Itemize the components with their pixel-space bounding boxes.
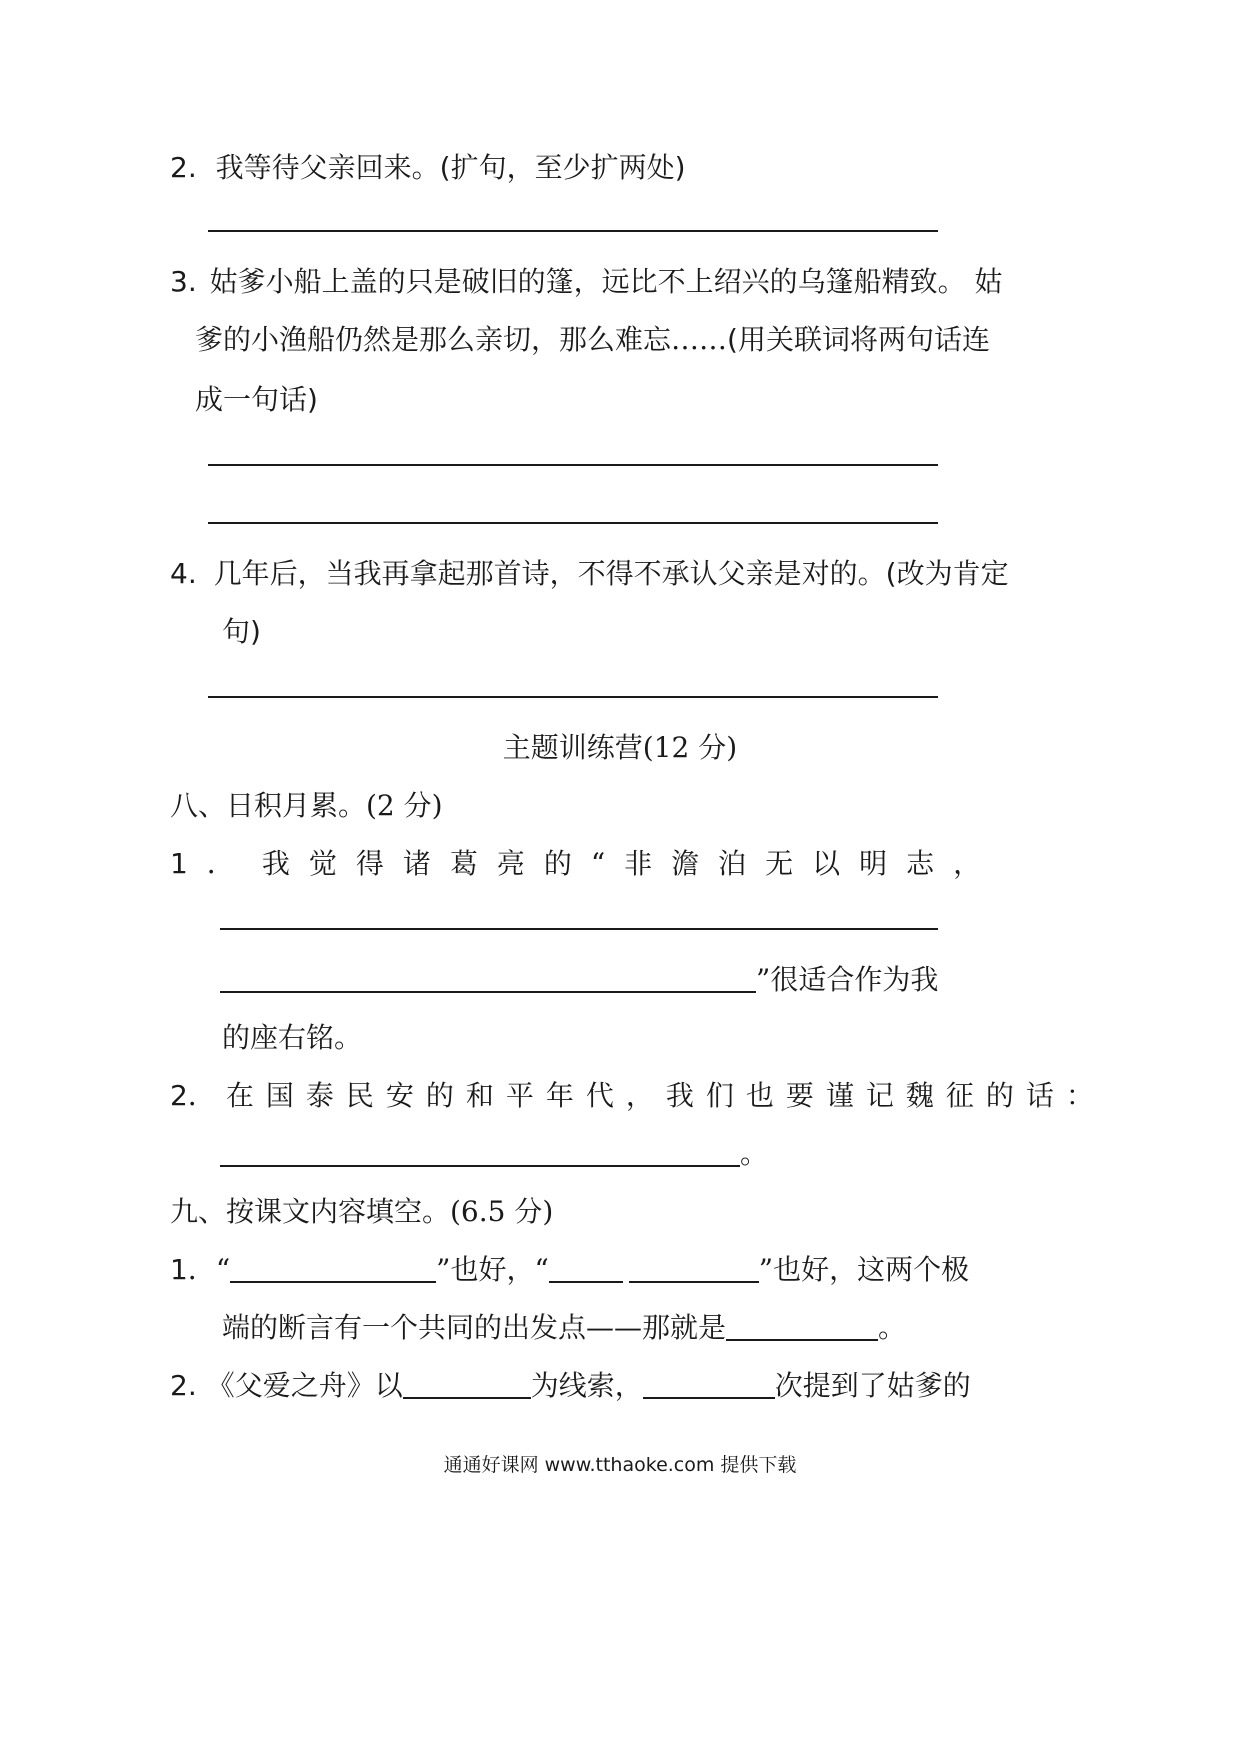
q8-item1-blank-2[interactable] xyxy=(220,961,756,993)
q7-item3-line1 xyxy=(170,262,1003,302)
q8-item1-text-end: ”很适合作为我 xyxy=(756,963,939,996)
q8-item2-number: 2． xyxy=(170,1079,216,1112)
q9-item2-text2: 为线索， xyxy=(530,1369,643,1402)
q7-item3-answer-line-2[interactable] xyxy=(208,522,938,524)
q9-item2-number: 2. xyxy=(170,1369,197,1402)
q7-item2-hint: (扩句，至少扩两处) xyxy=(439,151,686,184)
q8-item2-line1 xyxy=(170,1076,1106,1116)
q9-item1-blank-1[interactable] xyxy=(230,1251,436,1283)
page-footer: 通通好课网 www.tthaoke.com 提供下载 xyxy=(443,1454,797,1476)
q9-item2-text3: 次提到了姑爹的 xyxy=(774,1369,971,1402)
section-title: 主题训练营(12 分) xyxy=(502,731,738,764)
q7-item3-text1: 姑爹小船上盖的只是破旧的篷，远比不上绍兴的乌篷船精致。 姑 xyxy=(209,265,1003,298)
q8-item1-blank-1[interactable] xyxy=(220,928,938,930)
q7-item3-hint: (用关联词将两句话连 xyxy=(727,323,990,356)
q7-item4-number: 4. xyxy=(170,557,197,590)
q7-item2 xyxy=(170,148,686,188)
q8-item1-text: 我觉得诸葛亮的“非澹泊无以明志， xyxy=(261,847,1001,880)
q9-item1-mid: ”也好，“ xyxy=(436,1253,549,1286)
q8-item1-line1 xyxy=(170,844,1000,884)
q9-item2-text1: 《父爱之舟》以 xyxy=(206,1369,403,1402)
q8-item1-line4: 的座右铭。 xyxy=(222,1021,363,1054)
q9-item1-line2-end: 。 xyxy=(878,1311,907,1344)
q7-item3-number: 3. xyxy=(170,265,197,298)
q9-item2-blank-2[interactable] xyxy=(643,1367,775,1399)
q9-item1-text2: 端的断言有一个共同的出发点——那就是 xyxy=(222,1311,727,1344)
q9-item1-number: 1． xyxy=(170,1253,216,1286)
q9-item1-line1 xyxy=(170,1250,969,1290)
q9-item2-blank-1[interactable] xyxy=(403,1367,531,1399)
q7-item3-line2 xyxy=(195,320,990,360)
q7-item2-number: 2. xyxy=(170,151,197,184)
q9-item1-blank-3[interactable] xyxy=(726,1309,878,1341)
q7-item3-hint-cont: 成一句话) xyxy=(195,383,318,416)
q8-item1-line3 xyxy=(220,960,938,1000)
q8-item2-blank[interactable] xyxy=(220,1135,740,1167)
q7-item4-hint: (改为肯定 xyxy=(885,557,1009,590)
q7-item4-text: 几年后，当我再拿起那首诗，不得不承认父亲是对的。 xyxy=(213,557,886,590)
q8-item2-text: 在国泰民安的和平年代，我们也要谨记魏征的话： xyxy=(225,1079,1106,1112)
q9-item1-line2 xyxy=(222,1308,906,1348)
q8-item2-end: 。 xyxy=(740,1137,769,1170)
q7-item2-answer-line[interactable] xyxy=(208,230,938,232)
q7-item2-text: 我等待父亲回来。 xyxy=(215,151,440,184)
q7-item3-text2: 爹的小渔船仍然是那么亲切，那么难忘…… xyxy=(195,323,728,356)
q9-title: 九、按课文内容填空。(6.5 分) xyxy=(170,1195,554,1228)
q9-item1-open-quote: “ xyxy=(215,1253,231,1286)
q9-item1-blank-2a[interactable] xyxy=(549,1251,623,1283)
q9-item2-line1 xyxy=(170,1366,971,1406)
q7-item4-hint-cont: 句) xyxy=(222,615,261,648)
q8-item1-number: 1． xyxy=(170,847,254,880)
q9-item1-end: ”也好，这两个极 xyxy=(758,1253,970,1286)
q8-title: 八、日积月累。(2 分) xyxy=(170,789,443,822)
q7-item3-answer-line-1[interactable] xyxy=(208,464,938,466)
q8-item2-line2 xyxy=(220,1134,768,1174)
q7-item4 xyxy=(170,554,1009,594)
q9-item1-blank-2b[interactable] xyxy=(629,1251,759,1283)
q7-item4-answer-line[interactable] xyxy=(208,696,938,698)
